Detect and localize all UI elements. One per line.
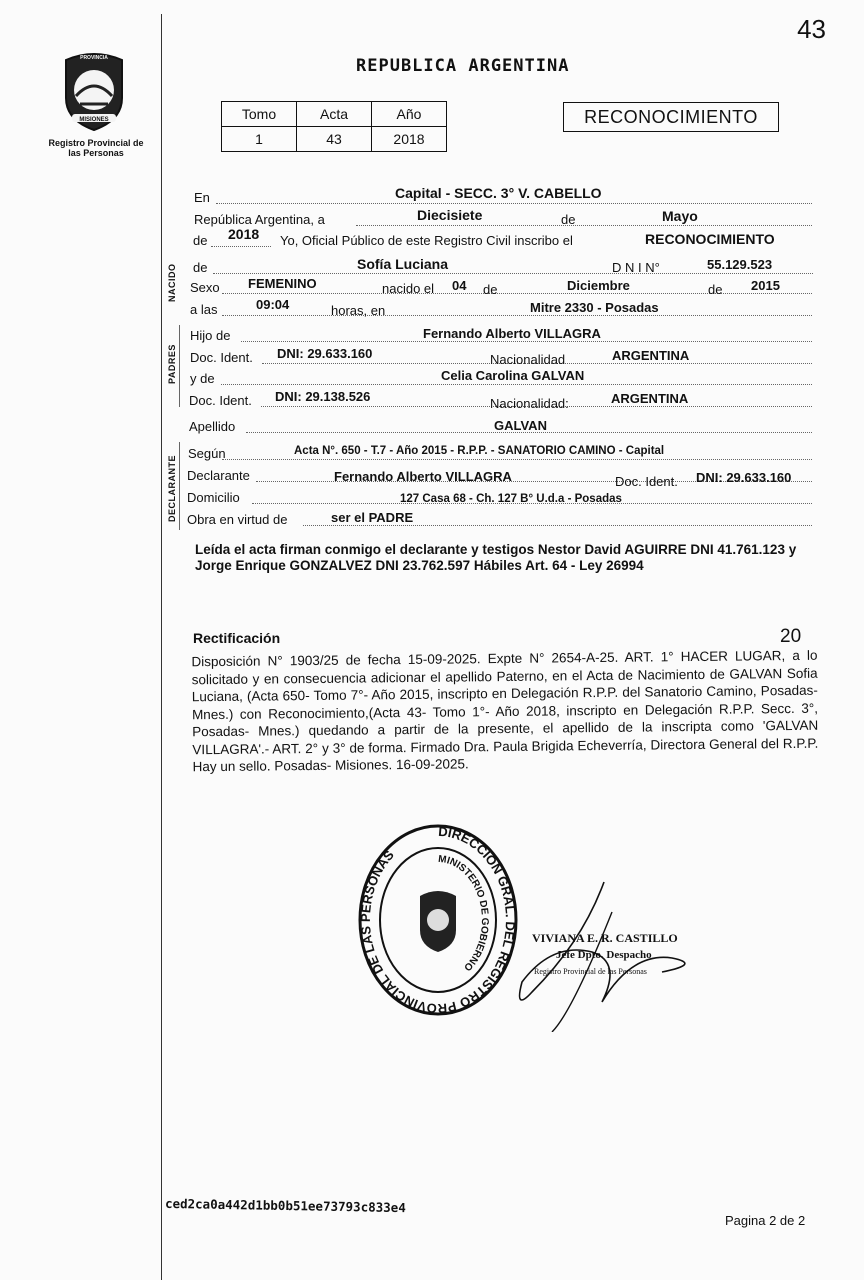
label-doc: Doc. Ident. — [189, 393, 252, 408]
birth-year-value: 2015 — [751, 278, 780, 293]
label-hijo: Hijo de — [190, 328, 231, 343]
table-header: Acta — [297, 102, 372, 127]
dotted-line — [241, 341, 812, 342]
place-value: Capital - SECC. 3° V. CABELLO — [395, 185, 602, 201]
label-de: de — [708, 282, 723, 297]
signature-name: VIVIANA E. R. CASTILLO — [532, 931, 678, 945]
label-nacionalidad: Nacionalidad: — [490, 396, 569, 411]
label-apellido: Apellido — [189, 419, 236, 434]
side-label-nacido: NACIDO — [167, 263, 177, 302]
closing-statement: Leída el acta firman conmigo el declarante y testigos Nestor David AGUIRRE DNI 41.761.123 y Jorge Enrique GONZALVEZ DNI 23.762.597 Hábiles Art. 64 - Ley 26994 — [195, 542, 797, 573]
dotted-line — [211, 246, 271, 247]
label-segun: Según — [188, 446, 226, 461]
surname-value: GALVAN — [494, 418, 547, 433]
birth-place-value: Mitre 2330 - Posadas — [530, 300, 659, 315]
label-yde: y de — [190, 371, 215, 386]
obra-value: ser el PADRE — [331, 510, 414, 525]
document-hash: ced2ca0a442d1bb0b51ee73793c833e4 — [164, 1195, 406, 1216]
table-cell: 2018 — [372, 127, 447, 152]
birth-day-value: 04 — [452, 278, 467, 293]
label-republica: República Argentina, a — [194, 212, 325, 227]
svg-text:PROVINCIA: PROVINCIA — [80, 55, 108, 61]
label-de: de — [193, 260, 208, 275]
month-value: Mayo — [662, 208, 698, 224]
dotted-line — [222, 459, 812, 460]
section-divider — [179, 442, 180, 530]
segun-value: Acta N°. 650 - T.7 - Año 2015 - R.P.P. - SANATORIO CAMINO - Capital — [294, 445, 665, 457]
margin-line — [161, 14, 162, 1280]
rectificacion-title: Rectificación — [193, 630, 281, 646]
table-header: Año — [372, 102, 447, 127]
label-nacionalidad: Nacionalidad — [490, 352, 566, 367]
label-doc: Doc. Ident. — [190, 350, 253, 365]
mother-value: Celia Carolina GALVAN — [441, 368, 585, 383]
label-horas: horas, en — [331, 303, 386, 318]
father-doc-value: DNI: 29.633.160 — [277, 346, 373, 361]
dotted-line — [221, 384, 812, 385]
sex-value: FEMENINO — [248, 276, 317, 291]
label-doc: Doc. Ident. — [615, 474, 678, 489]
pagination: Pagina 2 de 2 — [725, 1213, 806, 1228]
institution-name: Registro Provincial de las Personas — [48, 138, 144, 158]
rectificacion-number: 20 — [780, 626, 802, 647]
label-sexo: Sexo — [190, 280, 220, 295]
declarant-value: Fernando Alberto VILLAGRA — [334, 469, 512, 484]
section-divider — [179, 325, 180, 407]
label-obra: Obra en virtud de — [187, 512, 288, 527]
act-type-box: RECONOCIMIENTO — [563, 102, 779, 132]
act-type-value: RECONOCIMIENTO — [645, 231, 775, 247]
table-header: Tomo — [222, 102, 297, 127]
mother-doc-value: DNI: 29.138.526 — [275, 389, 371, 404]
dotted-line — [356, 225, 812, 226]
mother-nat-value: ARGENTINA — [611, 391, 689, 406]
dotted-line — [222, 293, 812, 294]
label-alas: a las — [190, 302, 218, 317]
rectificacion-text: Disposición N° 1903/25 de fecha 15-09-2025. Expte N° 2654-A-25. ART. 1° HACER LUGAR, a lo solicitado y en consecuencia adicionar el apellido Paterno, en el Acta de Nacimiento de GALVAN Sofia Luciana, (Acta 650- Tomo 7°- Año 2015, inscripto en Delegación R.P.P. del Sanatorio Camino, Posadas- Mnes.) con Reconocimiento,(Acta 43- Tomo 1°- Año 2018, inscripto en Delegación R.P.P. Secc. 3°, Posadas- Mnes.) quedando a partir de la presente, el apellido de la inscripta como 'GALVAN VILLAGRA'.- ART. 2° y 3° de forma. Firmado Dra. Paula Brigida Echeverría, Directora General del R.P.P. Hay un sello. Posadas- Misiones. 16-09-2025. — [191, 647, 819, 775]
side-label-padres: PADRES — [167, 344, 177, 384]
side-label-declarante: DECLARANTE — [167, 455, 177, 522]
day-words-value: Diecisiete — [417, 207, 483, 223]
table-row — [222, 102, 447, 127]
label-de: de — [561, 212, 576, 227]
birth-month-value: Diciembre — [567, 278, 630, 293]
father-value: Fernando Alberto VILLAGRA — [423, 326, 601, 341]
provincial-seal-icon — [58, 46, 130, 132]
birth-time-value: 09:04 — [256, 297, 290, 312]
name-value: Sofía Luciana — [357, 256, 449, 272]
stamp-outer-text: DIRECCION GRAL. DEL REGISTRO PROVINCIAL DE LAS PERSONAS — [357, 823, 519, 1017]
acta-table — [221, 101, 447, 152]
address-value: 127 Casa 68 - Ch. 127 B° U.d.a - Posadas — [400, 493, 622, 505]
signature-org: Registro Provincial de las Personas — [534, 967, 647, 976]
dotted-line — [213, 273, 813, 274]
year-value: 2018 — [228, 226, 260, 242]
table-row — [222, 127, 447, 152]
label-yo: Yo, Oficial Público de este Registro Civil inscribo el — [280, 233, 573, 248]
label-en: En — [194, 190, 210, 205]
father-nat-value: ARGENTINA — [612, 348, 690, 363]
signature-role: Jefe Dpto. Despacho — [556, 949, 652, 961]
label-domicilio: Domicilio — [187, 490, 240, 505]
label-de: de — [483, 282, 498, 297]
label-declarante: Declarante — [187, 468, 250, 483]
dni-value: 55.129.523 — [707, 257, 773, 272]
label-nacido: nacido el — [382, 281, 435, 296]
dotted-line — [216, 203, 812, 204]
table-cell: 43 — [297, 127, 372, 152]
dotted-line — [222, 315, 812, 316]
dotted-line — [303, 525, 812, 526]
page-title: REPUBLICA ARGENTINA — [356, 56, 570, 76]
declarant-doc-value: DNI: 29.633.160 — [696, 470, 792, 485]
signature-icon — [512, 872, 712, 1032]
label-dni: D N I N° — [612, 260, 660, 275]
label-de: de — [193, 233, 208, 248]
table-cell: 1 — [222, 127, 297, 152]
svg-text:MISIONES: MISIONES — [79, 117, 109, 123]
page-number: 43 — [797, 14, 826, 44]
official-stamp-icon — [356, 822, 520, 1018]
stamp-inner-text: MINISTERIO DE GOBIERNO — [437, 853, 491, 973]
